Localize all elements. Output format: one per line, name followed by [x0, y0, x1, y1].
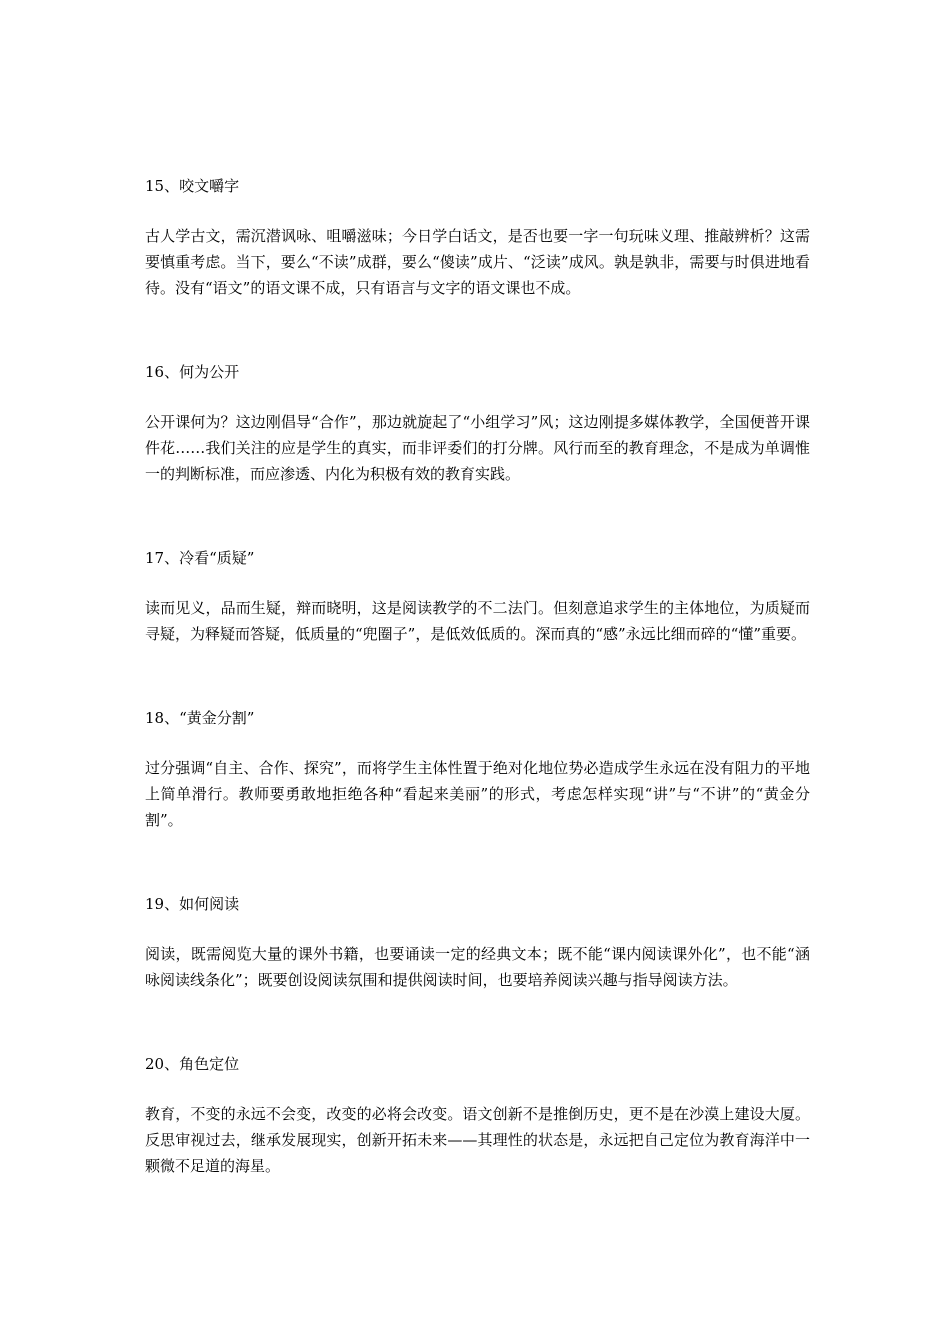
section-paragraph: 读而见义，品而生疑，辩而晓明，这是阅读教学的不二法门。但刻意追求学生的主体地位，为质疑而寻疑，为释疑而答疑，低质量的“兜圈子”，是低效低质的。深而真的“感”永远比细而碎的“懂”重要。: [145, 599, 810, 643]
section-heading: 16、何为公开: [145, 363, 240, 381]
section-18: [145, 705, 810, 833]
section-20: [145, 1051, 810, 1179]
section-paragraph: 古人学古文，需沉潜讽咏、咀嚼滋味；今日学白话文，是否也要一字一句玩味义理、推敲辨析？这需要慎重考虑。当下，要么“不读”成群，要么“傻读”成片、“泛读”成风。孰是孰非，需要与时俱进地看待。没有“语文”的语文课不成，只有语言与文字的语文课也不成。: [145, 227, 810, 297]
section-paragraph: 公开课何为？这边刚倡导“合作”，那边就旋起了“小组学习”风；这边刚提多媒体教学，全国便普开课件花……我们关注的应是学生的真实，而非评委们的打分牌。风行而至的教育理念，不是成为单调惟一的判断标准，而应渗透、内化为积极有效的教育实践。: [145, 413, 810, 483]
section-16: [145, 359, 810, 487]
section-heading: 18、“黄金分割”: [145, 709, 255, 727]
section-paragraph: 教育，不变的永远不会变，改变的必将会改变。语文创新不是推倒历史，更不是在沙漠上建设大厦。反思审视过去，继承发展现实，创新开拓未来——其理性的状态是，永远把自己定位为教育海洋中一颗微不足道的海星。: [145, 1105, 810, 1175]
section-15: [145, 173, 810, 301]
section-heading: 19、如何阅读: [145, 895, 240, 913]
section-heading: 15、咬文嚼字: [145, 177, 240, 195]
section-heading: 20、角色定位: [145, 1055, 240, 1073]
section-19: [145, 891, 810, 993]
section-paragraph: 过分强调“自主、合作、探究”，而将学生主体性置于绝对化地位势必造成学生永远在没有阻力的平地上简单滑行。教师要勇敢地拒绝各种“看起来美丽”的形式，考虑怎样实现“讲”与“不讲”的“黄金分割”。: [145, 759, 810, 829]
section-17: [145, 545, 810, 647]
document-content: [145, 173, 810, 1179]
section-heading: 17、冷看“质疑”: [145, 549, 255, 567]
section-paragraph: 阅读，既需阅览大量的课外书籍，也要诵读一定的经典文本；既不能“课内阅读课外化”，也不能“涵咏阅读线条化”；既要创设阅读氛围和提供阅读时间，也要培养阅读兴趣与指导阅读方法。: [145, 945, 810, 989]
